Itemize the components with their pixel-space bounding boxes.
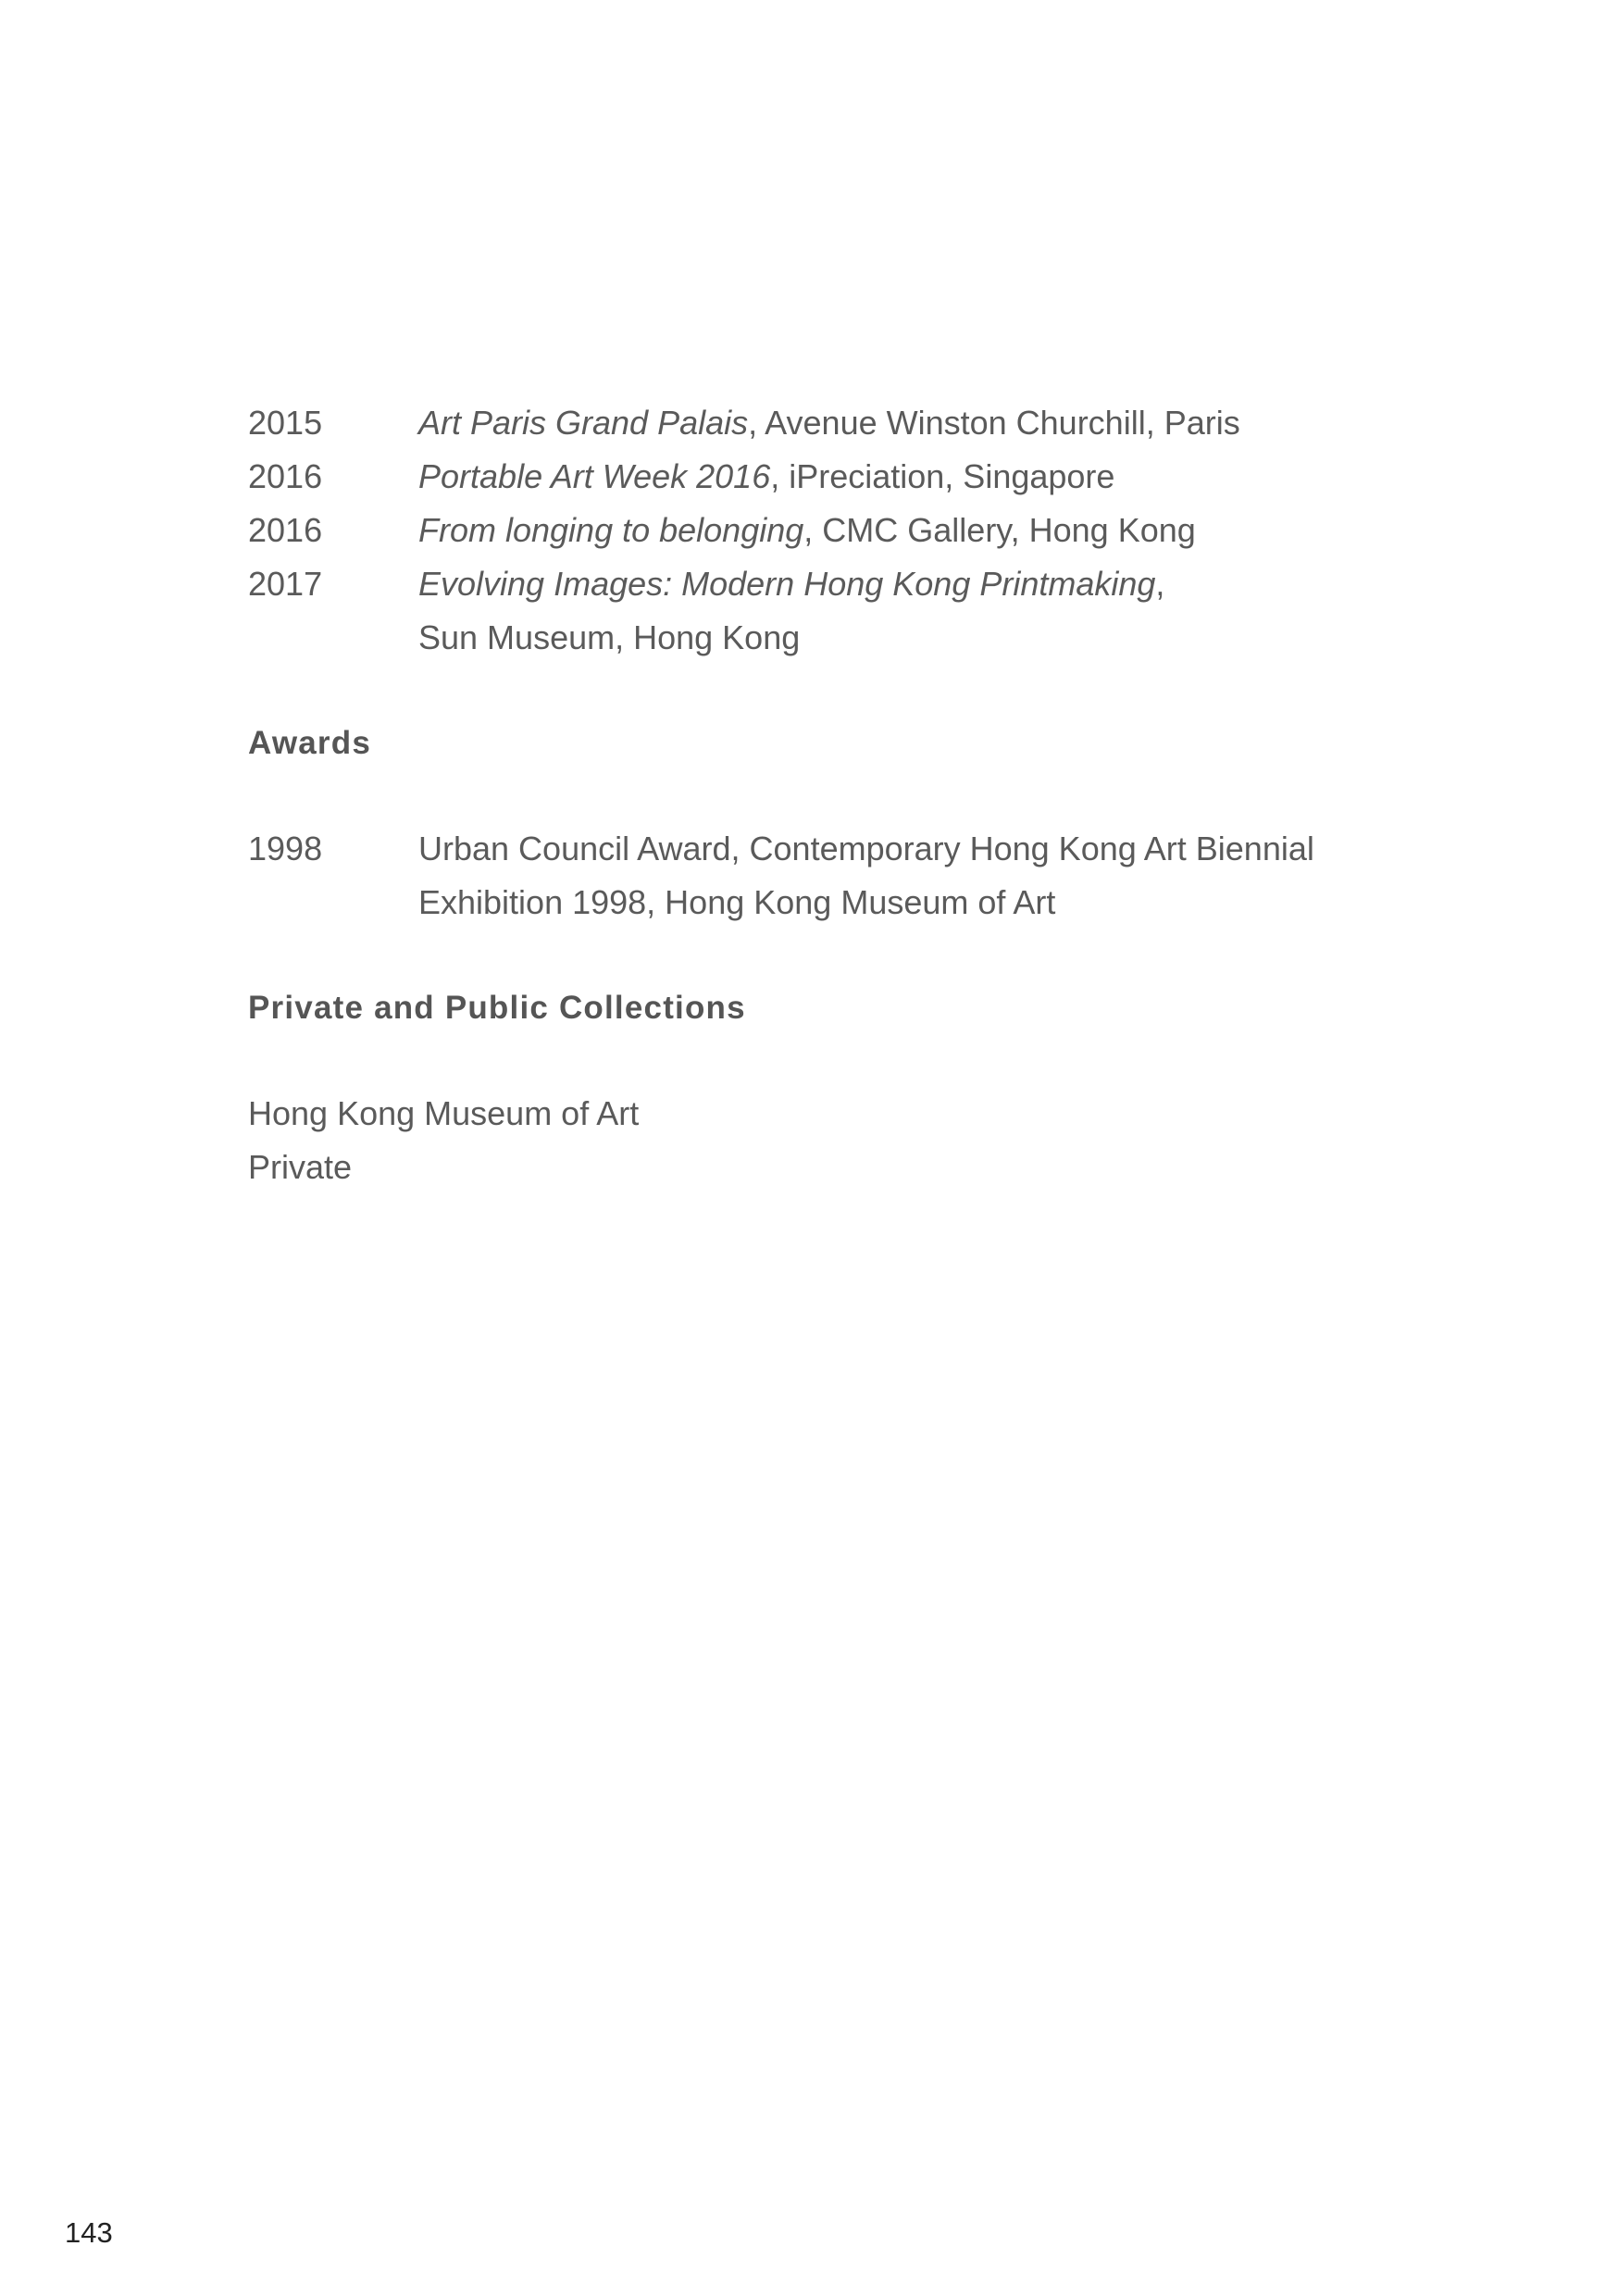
exhibition-description [418,504,1451,557]
exhibition-description [418,557,1451,665]
award-entry [248,822,1451,930]
exhibition-entry [248,504,1451,557]
collection-item: Private [248,1148,353,1186]
awards-list [248,822,1451,930]
collection-item: Hong Kong Museum of Art [248,1094,640,1132]
exhibition-title: From longing to belonging [418,511,804,549]
exhibition-venue: , Avenue Winston Churchill, Paris [748,404,1240,442]
exhibition-venue-line2: Sun Museum, Hong Kong [418,618,801,656]
exhibition-year: 2017 [248,565,323,603]
exhibitions-list [248,396,1451,665]
exhibition-description [418,396,1451,450]
exhibition-entry [248,450,1451,504]
cv-content [248,396,1451,1194]
exhibition-venue: , CMC Gallery, Hong Kong [803,511,1196,549]
page-number: 143 [65,2216,113,2249]
exhibition-entry [248,396,1451,450]
collections-heading: Private and Public Collections [248,990,746,1026]
exhibition-year: 2016 [248,511,323,549]
award-line1: Urban Council Award, Contemporary Hong Kong Art Biennial [418,830,1314,867]
exhibition-description [418,450,1451,504]
award-description [418,822,1451,930]
exhibition-title: Art Paris Grand Palais [418,404,749,442]
exhibition-venue: , [1155,565,1165,603]
exhibition-entry [248,557,1451,665]
awards-heading: Awards [248,725,371,761]
exhibition-title: Portable Art Week 2016 [418,457,771,495]
collections-list [248,1087,1451,1194]
award-year: 1998 [248,830,323,867]
exhibition-title: Evolving Images: Modern Hong Kong Printmaking [418,565,1156,603]
exhibition-venue: , iPreciation, Singapore [770,457,1115,495]
exhibition-year: 2015 [248,404,323,442]
exhibition-year: 2016 [248,457,323,495]
award-line2: Exhibition 1998, Hong Kong Museum of Art [418,883,1056,921]
